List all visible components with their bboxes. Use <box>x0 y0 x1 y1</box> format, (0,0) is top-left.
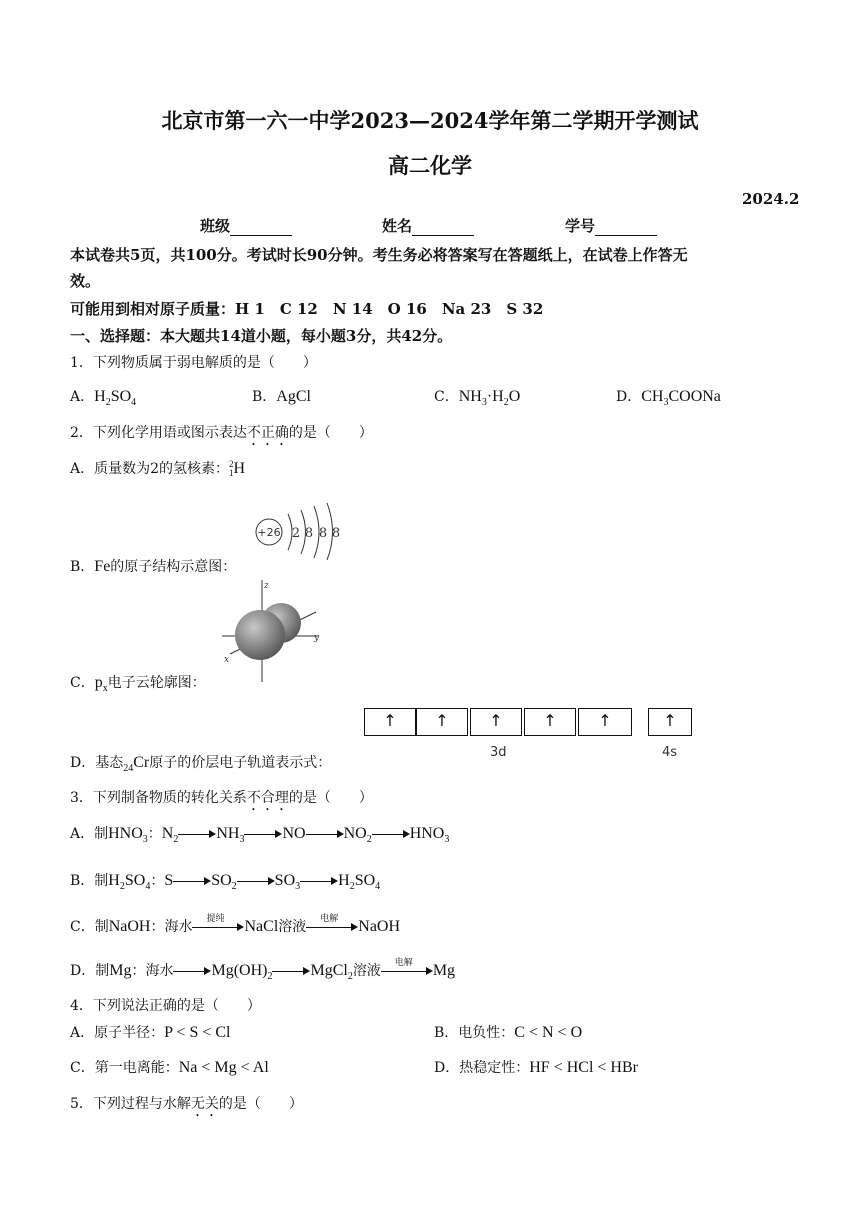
q3-stem: 3．下列制备物质的转化关系不合理的是（ ） <box>70 790 373 806</box>
q4-stem: 4．下列说法正确的是（ ） <box>70 998 261 1014</box>
instructions-line2: 效。 <box>70 272 101 290</box>
4s-orbital-box <box>648 708 692 736</box>
name-label: 姓名 <box>382 217 413 235</box>
exam-date: 2024.2 <box>742 190 800 208</box>
class-label: 班级 <box>200 217 231 235</box>
q3-option-a: A．制$HNO_3$：$N_2$ $NH_3$ NO $NO_2$ $HNO_3$ <box>70 825 450 846</box>
q4-option-a: A．原子半径：P < S < Cl <box>70 1024 231 1041</box>
q2-option-a: A．质量数为2的氢核素：2 1H <box>70 459 246 479</box>
q4-option-b: B．电负性：C < N < O <box>434 1024 583 1041</box>
nucleus-charge: +26 <box>257 526 281 539</box>
exam-title: 北京市第一六一中学2023—2024学年第二学期开学测试 <box>161 108 699 133</box>
id-label: 学号 <box>565 217 596 235</box>
3d-orbital-box-3 <box>470 708 522 736</box>
class-blank[interactable] <box>230 221 292 236</box>
q3-option-b: B．制$H_2SO_4$：S $SO_2$ $SO_3$ $H_2SO_4$ <box>70 872 381 893</box>
shell-2: 8 <box>304 526 314 541</box>
q1-option-d: D．$CH_3COONa$ <box>616 388 721 409</box>
3d-orbital-box-4 <box>524 708 576 736</box>
section-title: 一、选择题：本大题共14道小题，每小题3分，共42分。 <box>70 327 453 345</box>
3d-orbital-box-5 <box>578 708 632 736</box>
q2-option-b: B．Fe的原子结构示意图： <box>70 558 237 575</box>
q4-option-c: C．第一电离能：Na < Mg < Al <box>70 1059 269 1076</box>
shell-4: 8 <box>331 526 341 541</box>
id-blank[interactable] <box>595 221 657 236</box>
q1-stem: 1．下列物质属于弱电解质的是（ ） <box>70 355 317 371</box>
q5-stem: 5．下列过程与水解无关的是（ ） <box>70 1096 303 1112</box>
svg-text:z: z <box>264 581 269 591</box>
instructions-line1: 本试卷共5页，共100分。考试时长90分钟。考生务必将答案写在答题纸上，在试卷上作答无 <box>70 246 688 264</box>
q3-option-d: D．制Mg：海水 $Mg(OH)_2$ MgCl$_2$溶液 电解 Mg <box>70 958 456 983</box>
shell-1: 2 <box>291 526 301 541</box>
label-4s: 4s <box>662 745 678 760</box>
svg-text:x: x <box>224 655 230 665</box>
q3-emphasis: 不合理 <box>246 790 289 806</box>
hydrogen-isotope: 2 1H <box>229 459 246 479</box>
id-field <box>565 215 657 236</box>
class-field <box>200 215 292 236</box>
shell-3: 8 <box>318 526 328 541</box>
exam-subject: 高二化学 <box>388 153 472 178</box>
3d-orbital-box-1 <box>364 708 416 736</box>
q5-emphasis: 无关 <box>190 1096 219 1112</box>
3d-orbital-box-2 <box>416 708 468 736</box>
name-field <box>382 215 474 236</box>
fe-atom-structure-diagram <box>252 500 362 560</box>
q2-option-d: D．基态$_{24}$Cr原子的价层电子轨道表示式： <box>70 754 332 775</box>
name-blank[interactable] <box>412 221 474 236</box>
q4-option-d: D．热稳定性：HF < HCl < HBr <box>434 1059 638 1076</box>
q2-stem: 2．下列化学用语或图示表达不正确的是（ ） <box>70 425 373 441</box>
q1-option-a: A．$H_2SO_4$ <box>70 388 137 409</box>
q1-option-c: C．$NH_3\cdot H_2O$ <box>434 388 521 409</box>
q3-option-c: C．制NaOH：海水 提纯 NaCl溶液 电解 NaOH <box>70 914 401 935</box>
q1-option-b: B．AgCl <box>252 388 311 405</box>
atomic-masses: 可能用到相对原子质量：H 1 C 12 N 14 O 16 Na 23 S 32 <box>70 300 544 318</box>
q2-emphasis: 不正确 <box>246 425 289 441</box>
svg-text:y: y <box>314 633 320 643</box>
px-orbital-diagram <box>222 578 332 688</box>
q2-option-c: C．$p_x$电子云轮廓图： <box>70 674 206 695</box>
label-3d: 3d <box>490 745 507 760</box>
